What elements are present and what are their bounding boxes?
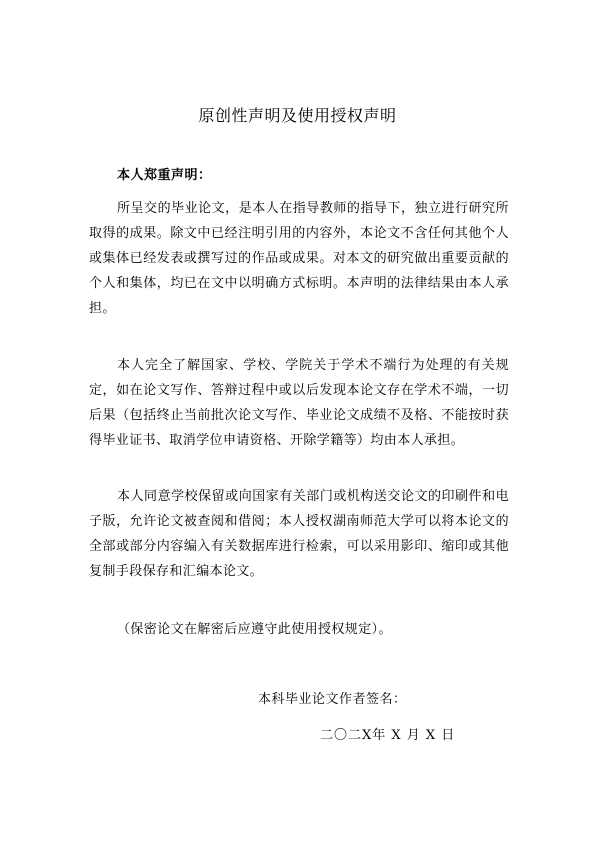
paragraph-academic-misconduct: 本人完全了解国家、学校、学院关于学术不端行为处理的有关规定，如在论文写作、答辩过程中或以后发现本论文存在学术不端，一切后果（包括终止当前批次论文写作、毕业论文成绩不及格、不能按时获得毕业证书、取消学位申请资格、开除学籍等）均由本人承担。 (89, 358, 509, 448)
signature-date: 二〇二X年 X 月 X 日 (320, 728, 456, 743)
author-signature-label: 本科毕业论文作者签名： (258, 692, 407, 707)
declaration-heading: 本人郑重声明： (117, 168, 212, 183)
paragraph-usage-authorization: 本人同意学校保留或向国家有关部门或机构送交论文的印刷件和电子版，允许论文被查阅和借阅；本人授权湖南师范大学可以将本论文的全部或部分内容编入有关数据库进行检索，可以采用影印、缩印或其他复制手段保存和汇编本论文。 (89, 489, 509, 579)
paragraph-confidential-note: （保密论文在解密后应遵守此使用授权规定）。 (117, 622, 392, 637)
document-title: 原创性声明及使用授权声明 (198, 106, 397, 125)
paragraph-originality: 所呈交的毕业论文，是本人在指导教师的指导下，独立进行研究所取得的成果。除文中已经注明引用的内容外，本论文不含任何其他个人或集体已经发表或撰写过的作品或成果。对本文的研究做出重要贡献的个人和集体，均已在文中以明确方式标明。本声明的法律结果由本人承担。 (89, 201, 509, 316)
